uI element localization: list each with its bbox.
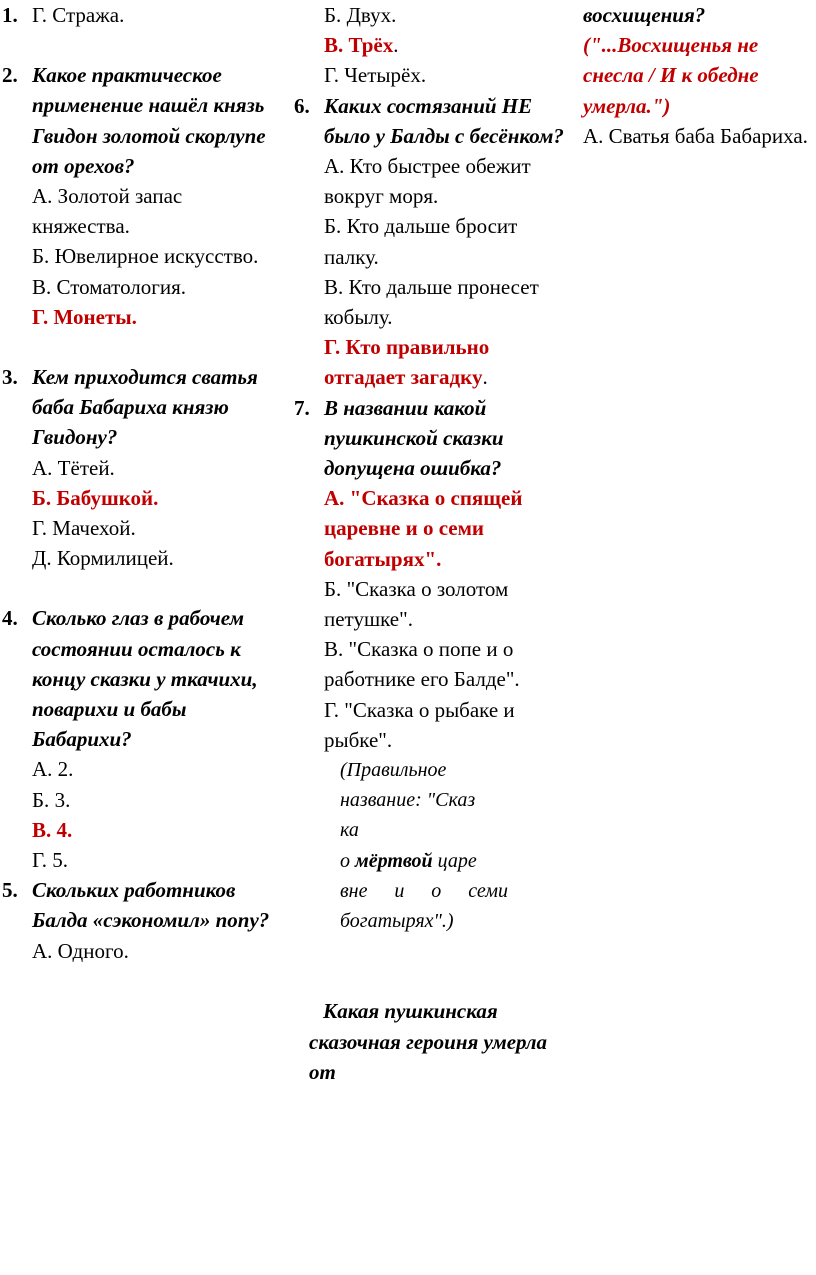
option-label: Г. (32, 516, 48, 541)
options-list-5 (2, 936, 284, 966)
note-word: семи (468, 879, 508, 902)
option-label: Г. (324, 335, 341, 360)
spacer (2, 573, 284, 603)
option-label: Б. (324, 3, 342, 27)
option-label: Б. (32, 244, 50, 269)
option-text: Кормилицей. (56, 546, 174, 571)
option-item (324, 60, 570, 90)
question-block-4 (2, 603, 284, 754)
note-line-6: богатырях".) (340, 910, 454, 933)
question-block-6 (294, 91, 570, 151)
option-item-correct (324, 30, 570, 60)
option-text: Монеты. (53, 304, 137, 329)
option-text: Одного. (57, 938, 129, 963)
option-label: А. (324, 486, 345, 511)
option-item (324, 695, 570, 755)
correction-note (294, 755, 570, 936)
option-text: 2. (57, 757, 74, 782)
question-number: 1. (2, 3, 18, 27)
option-label: Г. (32, 304, 49, 329)
note-word: о (431, 879, 442, 902)
question-number: 3. (2, 365, 18, 390)
options-list-5-continued (294, 0, 570, 91)
option-label: Б. (32, 485, 52, 510)
question-block-open: Какая пушкинская сказочная героиня умерла от (309, 999, 548, 1084)
option-item (32, 845, 284, 875)
option-label: А. (324, 154, 345, 179)
option-label: В. (32, 817, 52, 842)
option-text: Золотой запас княжества. (32, 184, 183, 239)
question-text: Скольких работников Балда «сэкономил» попу? (32, 878, 270, 933)
option-label: Г. (324, 63, 340, 88)
option-label: В. (324, 33, 344, 58)
question-tail-text: восхищения? (583, 3, 706, 27)
option-item (32, 181, 284, 241)
option-text: Кто правильно отгадает загадку (324, 335, 490, 390)
option-item (324, 272, 570, 332)
question-number: 7. (294, 395, 310, 420)
option-label: Б. (324, 214, 342, 239)
question-block-3 (2, 362, 284, 453)
option-item (32, 241, 284, 271)
note-prefix: о (340, 849, 355, 872)
option-text: "Сказка о золотом петушке". (324, 576, 509, 632)
option-item-correct (324, 483, 570, 574)
question-block-2 (2, 60, 284, 181)
option-text: Бабушкой. (56, 485, 159, 510)
note-word: и (394, 879, 405, 902)
option-item-correct (32, 815, 284, 845)
option-item (32, 754, 284, 784)
option-label: В. (324, 274, 344, 299)
note-line-1: (Правильное (340, 759, 447, 782)
note-word: вне (340, 879, 368, 902)
option-item (324, 634, 570, 694)
option-label: В. (324, 637, 344, 662)
option-text: Стоматология. (56, 274, 187, 299)
option-text: "Сказка о попе и о работнике его Балде". (324, 637, 520, 692)
option-label: Г. (32, 848, 48, 873)
note-suffix: царе (432, 849, 477, 872)
question-number: 6. (294, 93, 310, 118)
option-trailing-punct: . (393, 33, 399, 58)
question-number: 5. (2, 878, 18, 903)
option-item (583, 121, 816, 151)
note-emphasis: мёртвой (355, 849, 433, 872)
question-block-5 (2, 875, 284, 935)
option-item-correct (324, 332, 570, 392)
answer-tail-q1 (2, 0, 284, 30)
option-text: Ювелирное искусство. (54, 244, 259, 269)
option-text: Мачехой. (52, 516, 136, 541)
option-label: Г. (324, 697, 340, 722)
option-item (324, 0, 570, 30)
options-list-7 (294, 483, 570, 755)
option-label: Б. (324, 576, 342, 601)
option-item-correct (32, 302, 284, 332)
option-label: Д. (32, 546, 52, 571)
option-text: Трёх (348, 33, 394, 58)
question-text: В названии какой пушкинской сказки допущена ошибка? (324, 395, 504, 481)
note-line-2: название: "Сказ (340, 789, 476, 812)
option-item-correct (32, 483, 284, 513)
option-item (324, 211, 570, 271)
question-number: 4. (2, 606, 18, 631)
options-list-open (583, 121, 816, 151)
options-list-6 (294, 151, 570, 393)
option-text: Г. Стража. (32, 3, 125, 27)
option-text: Сватья баба Бабариха. (608, 123, 808, 148)
note-line-4 (340, 846, 570, 876)
option-text: Кто дальше пронесет кобылу. (324, 274, 539, 330)
question-text: Кем приходится сватья баба Бабариха князю Гвидону? (32, 365, 258, 450)
column-3 (570, 0, 816, 151)
option-label: А. (32, 757, 53, 782)
option-text: 3. (54, 787, 71, 812)
spacer (2, 332, 284, 362)
option-label: В. (32, 274, 52, 299)
question-block-7 (294, 393, 570, 484)
note-line-3: ка (340, 819, 359, 842)
option-text: 5. (52, 848, 69, 873)
option-text: 4. (56, 817, 73, 842)
option-item (324, 151, 570, 211)
option-text: Двух. (346, 3, 397, 27)
option-text: Кто быстрее обежит вокруг моря. (324, 154, 531, 209)
option-item (32, 272, 284, 302)
question-text: Сколько глаз в рабочем состоянии осталось к концу сказки у ткачихи, поварихи и бабы Бабарихи? (32, 606, 258, 752)
question-text: Какое практическое применение нашёл князь Гвидон золотой скорлупе от орехов? (32, 63, 266, 178)
column-1 (0, 0, 284, 966)
option-item (32, 513, 284, 543)
option-item (32, 785, 284, 815)
option-label: Б. (32, 787, 50, 812)
option-item (32, 936, 284, 966)
option-text: Тётей. (57, 455, 115, 480)
note-line-5 (340, 876, 508, 906)
option-text: Кто дальше бросит палку. (324, 214, 518, 269)
option-text: "Сказка о рыбаке и рыбке". (324, 697, 515, 752)
option-label: А. (32, 938, 53, 963)
question-number: 2. (2, 63, 18, 88)
question-text: Каких состязаний НЕ было у Балды с бесёнком? (324, 93, 564, 148)
spacer (294, 936, 570, 996)
option-text: Четырёх. (344, 63, 427, 88)
option-trailing-punct: . (482, 365, 488, 390)
answer-quote-red: ("...Восхищенья не снесла / И к обедне умерла.") (583, 33, 759, 118)
option-label: А. (32, 184, 53, 209)
option-label: А. (583, 123, 604, 148)
option-label: А. (32, 455, 53, 480)
options-list-3 (2, 453, 284, 574)
option-item (32, 543, 284, 573)
options-list-4 (2, 754, 284, 875)
options-list-2 (2, 181, 284, 332)
option-text: "Сказка о спящей царевне и о семи богатырях". (324, 486, 523, 571)
column-2 (284, 0, 570, 1087)
spacer (2, 30, 284, 60)
option-item (324, 574, 570, 634)
option-item (32, 453, 284, 483)
